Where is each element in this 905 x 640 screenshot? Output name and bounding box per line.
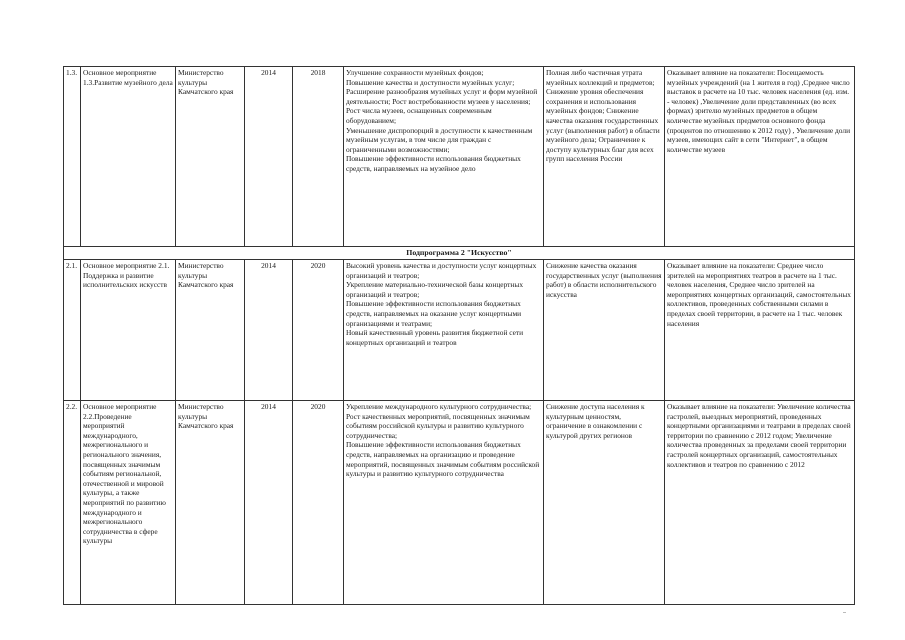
event-name: Основное мероприятие 2.2.Проведение мероприятий международного, межрегионального и регионального значения, посвященных значимым событиям региональной, отечественной и мировой культуры, а также мероприятий по развитию международного и межрегионального сотрудничества в сфере культуры — [81, 401, 176, 605]
start-year: 2014 — [245, 67, 293, 247]
non-implementation-consequences: Снижение доступа населения к культурным ценностям, ограничение в ознакомлении с культурой других регионов — [544, 401, 665, 605]
document-page — [63, 66, 854, 605]
expected-result — [344, 67, 544, 247]
result-line: Улучшение сохранности музейных фондов; — [346, 68, 484, 77]
subprogram-header-row — [64, 247, 855, 260]
event-name: Основное мероприятие 1.3.Развитие музейного дела — [81, 67, 176, 247]
result-line: Повышение качества и доступности музейных услуг; — [346, 77, 515, 87]
table-row — [64, 260, 855, 401]
expected-result — [344, 260, 544, 401]
linked-indicators: Оказывает влияние на показатели: Увеличение количества гастролей, выездных мероприятий, проведенных концертными организациями и театрами в пределах своей территории по сравнению с 2012 годом; Увеличение количества проведенных за пределами своей территории гастролей концертных организаций, самостоятельных коллективов и театров по сравнению с 2012 — [665, 401, 855, 605]
responsible-executor: Министерство культуры Камчатского края — [176, 260, 245, 401]
end-year: 2020 — [293, 260, 344, 401]
row-number: 2.1. — [64, 260, 81, 401]
start-year: 2014 — [245, 401, 293, 605]
row-number: 1.3. — [64, 67, 81, 247]
linked-indicators: Оказывает влияние на показатели: Посещаемость музейных учреждений (на 1 жителя в год) ,Среднее число выставок в расчете на 10 тыс. человек населения (ед. изм. - человек) ,Увеличение доли представленных (во всех формах) зрителю музейных предметов в общем количестве музейных предметов основного фонда (процентов по отношению к 2012 году) , Увеличение доли музеев, имеющих сайт в сети "Интернет", в общем количестве музеев — [665, 67, 855, 247]
result-line: Рост числа музеев, оснащенных современным оборудованием; — [346, 106, 492, 125]
table-row — [64, 67, 855, 247]
event-name: Основное мероприятие 2.1. Поддержка и развитие исполнительских искусств — [81, 260, 176, 401]
row-number: 2.2. — [64, 401, 81, 605]
end-year: 2020 — [293, 401, 344, 605]
result-line: Повышение эффективности использования бюджетных средств, направляемых на музейное дело — [346, 154, 521, 173]
responsible-executor: Министерство культуры Камчатского края — [176, 401, 245, 605]
non-implementation-consequences: Снижение качества оказания государственных услуг (выполнения работ) в области исполнительского искусства — [544, 260, 665, 401]
result-line: Укрепление материально-технической базы концертных организаций и театров; — [346, 280, 524, 299]
expected-result — [344, 401, 544, 605]
result-line: Расширение разнообразия музейных услуг и форм музейной деятельности; Рост востребованности музеев у населения; — [346, 87, 538, 106]
end-year: 2018 — [293, 67, 344, 247]
result-line: Рост качественных мероприятий, посвященных значимым событиям российской культуры и развитию культурного сотрудничества; — [346, 411, 530, 440]
program-measures-table — [63, 66, 855, 605]
result-line: Высокий уровень качества и доступности услуг концертных организаций и театров; — [346, 261, 537, 280]
linked-indicators: Оказывает влияние на показатели: Среднее число зрителей на мероприятиях театров в расчете на 1 тыс. человек населения, Среднее число зрителей на мероприятиях концертных организаций, самостоятельных коллективов, проведенных собственными силами в пределах своей территории, в расчете на 1 тыс. человек населения — [665, 260, 855, 401]
result-line: Повышение эффективности использования бюджетных средств, направляемых на оказание услуг концертными организациями и театрами; — [346, 299, 522, 328]
result-line: Уменьшение диспропорций в доступности к качественным музейным услугам, в том числе для граждан с ограниченными возможностями; — [346, 125, 533, 154]
responsible-executor: Министерство культуры Камчатского края — [176, 67, 245, 247]
table-row — [64, 401, 855, 605]
result-line: Укрепление международного культурного сотрудничества; — [346, 402, 532, 411]
start-year: 2014 — [245, 260, 293, 401]
subprogram-title: Подпрограмма 2 "Искусство" — [64, 247, 855, 260]
result-line: Новый качественный уровень развития бюджетной сети концертных организаций и театров — [346, 328, 524, 347]
scan-artifact — [843, 612, 846, 613]
non-implementation-consequences: Полная либо частичная утрата музейных коллекций и предметов; Снижение уровня обеспечения сохранения и использования музейных фондов; Снижение качества оказания государственных услуг (выполнения работ) в области музейного дела; Ограничение к доступу культурных благ для всех групп населения России — [544, 67, 665, 247]
result-line: Повышение эффективности использования бюджетных средств, направляемых на организацию и проведение мероприятий, посвященных значимым событиям российской культуры и развитию культурного сотрудничества — [346, 440, 540, 479]
